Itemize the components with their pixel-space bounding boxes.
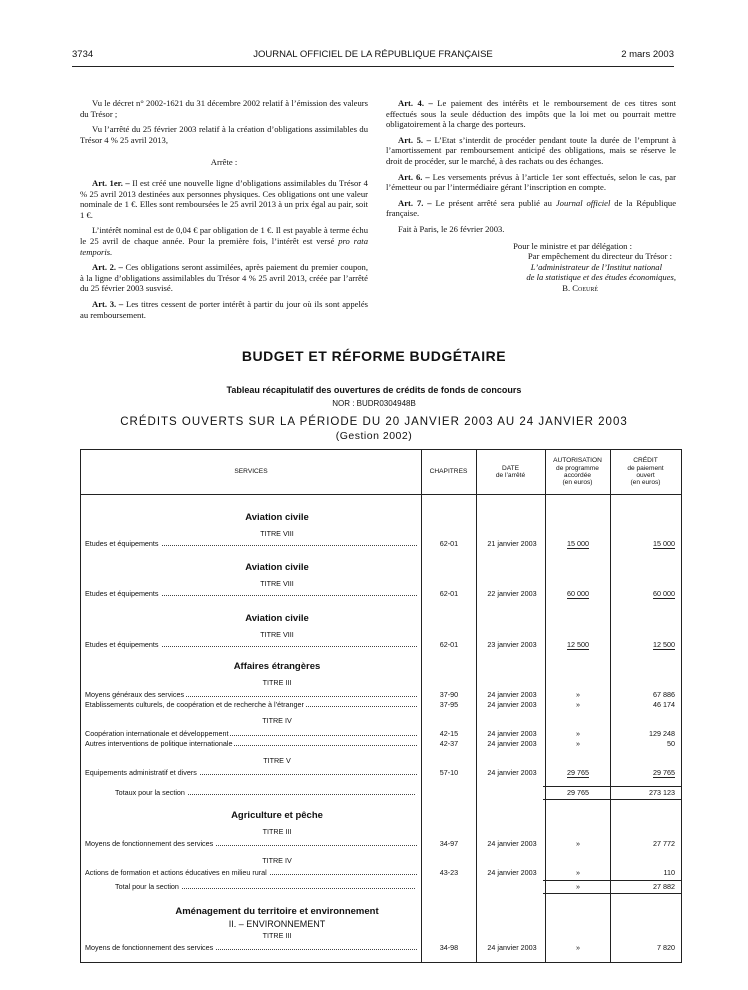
group-heading: Aviation civile — [245, 562, 309, 573]
article-6-text: Les versements prévus à l’article 1er sont effectués, selon le cas, par l’émetteur ou par l’intermédiaire gérant l’inscription en compte. — [386, 171, 676, 193]
table-row — [81, 839, 681, 849]
article-4 — [386, 98, 676, 130]
date-cell: 24 janvier 2003 — [487, 729, 537, 738]
table-row — [81, 943, 681, 953]
credit-cell — [611, 729, 675, 738]
chapitre-cell: 34-97 — [439, 839, 459, 848]
table-row — [81, 739, 681, 749]
service-cell — [85, 768, 417, 777]
titre-heading: TITRE III — [262, 931, 292, 940]
table-row — [81, 700, 681, 710]
titre-heading: TITRE III — [262, 827, 292, 836]
autorisation-value: 12 500 — [567, 640, 589, 649]
header-date: DATE de l’arrêté — [495, 464, 526, 479]
group-heading: Aviation civile — [245, 613, 309, 624]
total-autorisation: » — [576, 882, 580, 891]
issue-date: 2 mars 2003 — [621, 49, 674, 60]
autorisation-cell — [547, 768, 609, 777]
chapitre-cell: 42-37 — [439, 739, 459, 748]
group-heading: Affaires étrangères — [233, 661, 321, 672]
credit-value: 129 248 — [649, 729, 675, 738]
article-4-label: Art. 4. – — [398, 98, 433, 108]
credit-cell — [611, 700, 675, 709]
autorisation-cell: » — [576, 868, 580, 877]
autorisation-cell: » — [576, 690, 580, 699]
titre-heading: TITRE III — [262, 678, 292, 687]
service-label: Actions de formation et actions éducatives en milieu rural — [85, 868, 267, 877]
header-credit: CRÉDIT de paiement ouvert (en euros) — [627, 457, 664, 487]
date-cell: 24 janvier 2003 — [487, 943, 537, 952]
article-1-para-2 — [80, 225, 368, 257]
article-7-label: Art. 7. – — [398, 197, 432, 208]
signature-line-4 — [386, 272, 676, 283]
subgroup-heading: II. – ENVIRONNEMENT — [228, 919, 326, 929]
service-label: Etudes et équipements — [85, 640, 159, 649]
table-row — [81, 690, 681, 700]
table-row — [81, 729, 681, 739]
credit-cell — [611, 739, 675, 748]
group-heading: Agriculture et pêche — [231, 810, 323, 821]
titre-heading: TITRE VIII — [260, 579, 294, 588]
autorisation-value: 60 000 — [567, 589, 589, 598]
chapitre-cell: 62-01 — [439, 589, 459, 598]
article-4-text: Le paiement des intérêts et le remboursement de ces titres sont effectués sous la seule déduction des impôts que la loi met ou pourrait mettre obligatoirement à la charge des porteurs. — [386, 98, 676, 130]
date-cell: 24 janvier 2003 — [487, 768, 537, 777]
header-chapitres: CHAPITRES — [429, 468, 468, 476]
service-label: Equipements administratif et divers — [85, 768, 197, 777]
table-row — [81, 640, 681, 650]
chapitre-cell: 62-01 — [439, 640, 459, 649]
credit-value: 15 000 — [653, 539, 675, 548]
header-rule — [72, 66, 674, 67]
article-6 — [386, 172, 676, 193]
autorisation-value: 15 000 — [567, 539, 589, 548]
chapitre-cell: 62-01 — [439, 539, 459, 548]
autorisation-value: 29 765 — [567, 768, 589, 777]
table-title: Tableau récapitulatif des ouvertures de crédits de fonds de concours — [226, 385, 522, 395]
table-row — [81, 868, 681, 878]
service-label: Etablissements culturels, de coopération et de recherche à l’étranger — [85, 700, 304, 709]
service-cell — [85, 690, 417, 699]
article-3-label: Art. 3. – — [92, 298, 124, 309]
service-label: Moyens de fonctionnement des services — [85, 943, 214, 952]
nor-reference: NOR : BUDR0304948B — [332, 399, 416, 408]
article-6-label: Art. 6. – — [398, 171, 430, 182]
journal-title: JOURNAL OFFICIEL DE LA RÉPUBLIQUE FRANÇAISE — [253, 49, 493, 60]
credit-cell — [611, 868, 675, 877]
credits-title: CRÉDITS OUVERTS SUR LA PÉRIODE DU 20 JANVIER 2003 AU 24 JANVIER 2003 — [120, 416, 628, 428]
table-row — [81, 589, 681, 599]
chapitre-cell: 42-15 — [439, 729, 459, 738]
date-cell: 24 janvier 2003 — [487, 739, 537, 748]
article-1-text: Il est créé une nouvelle ligne d’obligations assimilables du Trésor 4 % 25 avril 2013 destinées aux personnes physiques. Ces obligations ont une valeur nominale de 1 €. Elles sont remboursées le 25 avril 2013 à un prix égal au pair, soit 1 €. — [80, 177, 368, 220]
credit-value: 46 174 — [653, 700, 675, 709]
service-cell — [85, 839, 417, 848]
service-label: Moyens de fonctionnement des services — [85, 839, 214, 848]
service-cell — [85, 739, 417, 748]
total-credit: 27 882 — [653, 882, 675, 891]
service-label: Etudes et équipements — [85, 539, 159, 548]
credit-value: 110 — [663, 868, 675, 877]
total-credit: 273 123 — [649, 788, 675, 797]
article-3 — [80, 299, 368, 320]
signature-line-3-text: L’administrateur de l’Institut national — [530, 261, 662, 272]
header-services: SERVICES — [234, 468, 268, 476]
signature-line-2: Par empêchement du directeur du Trésor : — [527, 251, 672, 262]
arrete-label: Arrête : — [210, 157, 238, 168]
total-label: Totaux pour la section — [115, 788, 185, 797]
article-3-text: Les titres cessent de porter intérêt à partir du jour où ils sont appelés au remboursement. — [80, 298, 368, 320]
service-label: Moyens généraux des services — [85, 690, 185, 699]
article-2 — [80, 262, 368, 294]
total-row — [81, 788, 681, 798]
visa-1: Vu le décret n° 2002-1621 du 31 décembre 2002 relatif à l’émission des valeurs du Trésor ; — [80, 98, 368, 119]
header-divider — [81, 494, 681, 495]
autorisation-cell: » — [576, 729, 580, 738]
left-column — [80, 98, 368, 325]
autorisation-cell: » — [576, 839, 580, 848]
service-label: Coopération internationale et développement — [85, 729, 229, 738]
service-label: Etudes et équipements — [85, 589, 159, 598]
group-heading: Aménagement du territoire et environnement — [175, 906, 379, 917]
article-5-text: L’Etat s’interdit de procéder pendant toute la durée de l’emprunt à l’amortissement par remboursement anticipé des obligations, mais se réserve le droit de procéder, sur le marché, à des rachats ou des échanges. — [386, 134, 676, 166]
date-cell: 22 janvier 2003 — [487, 589, 537, 598]
article-1-label: Art. 1er. – — [92, 177, 130, 188]
article-7-text-end: de la République française. — [386, 197, 677, 219]
visa-2: Vu l’arrêté du 25 février 2003 relatif à la création d’obligations assimilables du Trésor 4 % 25 avril 2013, — [80, 124, 368, 145]
header-autorisation: AUTORISATION de programme accordée (en euros) — [553, 457, 602, 487]
autorisation-cell: » — [576, 943, 580, 952]
date-cell: 24 janvier 2003 — [487, 839, 537, 848]
chapitre-cell: 37-90 — [439, 690, 459, 699]
credit-cell — [611, 690, 675, 699]
service-cell — [85, 729, 417, 738]
chapitre-cell: 43-23 — [439, 868, 459, 877]
service-cell — [85, 589, 417, 598]
gestion-year: (Gestion 2002) — [335, 430, 413, 442]
credit-cell — [611, 589, 675, 598]
titre-heading: TITRE VIII — [260, 529, 294, 538]
chapitre-cell: 57-10 — [439, 768, 459, 777]
article-2-text: Ces obligations seront assimilées, après paiement du premier coupon, à la ligne d’obligations assimilables du Trésor 4 % 25 avril 2013, créée par l’arrêté du 25 février 2003 susvisé. — [80, 262, 368, 294]
running-header — [72, 49, 674, 63]
autorisation-cell: » — [576, 739, 580, 748]
credit-value: 12 500 — [653, 640, 675, 649]
article-7 — [386, 198, 676, 219]
credit-value: 60 000 — [653, 589, 675, 598]
autorisation-cell — [547, 539, 609, 548]
group-heading: Aviation civile — [245, 512, 309, 523]
signature-line-4-text: de la statistique et des études économiques, — [526, 272, 676, 283]
total-row — [81, 882, 681, 892]
credit-cell — [611, 839, 675, 848]
chapitre-cell: 34-98 — [439, 943, 459, 952]
credit-cell — [611, 640, 675, 649]
titre-heading: TITRE VIII — [260, 630, 294, 639]
date-cell: 24 janvier 2003 — [487, 700, 537, 709]
titre-heading: TITRE IV — [262, 856, 292, 865]
credit-value: 29 765 — [653, 768, 675, 777]
article-1 — [80, 178, 368, 220]
titre-heading: TITRE IV — [262, 716, 292, 725]
chapitre-cell: 37-95 — [439, 700, 459, 709]
credit-cell — [611, 768, 675, 777]
signature-line-3 — [386, 262, 676, 273]
section-title: BUDGET ET RÉFORME BUDGÉTAIRE — [241, 348, 507, 364]
article-7-journal: Journal officiel — [555, 197, 611, 208]
fait-a-paris: Fait à Paris, le 26 février 2003. — [398, 223, 505, 234]
titre-heading: TITRE V — [263, 756, 291, 765]
credit-cell — [611, 539, 675, 548]
service-cell — [85, 700, 417, 709]
article-1-para-2-italic: pro rata temporis. — [80, 235, 368, 257]
signature-name: B. Coeuré — [562, 282, 598, 293]
date-cell: 23 janvier 2003 — [487, 640, 537, 649]
article-7-text: Le présent arrêté sera publié au — [435, 197, 552, 208]
article-2-label: Art. 2. – — [92, 262, 123, 273]
credit-value: 67 886 — [653, 690, 675, 699]
credit-value: 27 772 — [653, 839, 675, 848]
total-autorisation: 29 765 — [567, 788, 589, 797]
page-number: 3734 — [72, 49, 94, 60]
date-cell: 24 janvier 2003 — [487, 868, 537, 877]
article-5 — [386, 135, 676, 167]
service-label: Autres interventions de politique internationale — [85, 739, 233, 748]
article-5-label: Art. 5. – — [398, 134, 431, 145]
credit-value: 50 — [667, 739, 675, 748]
autorisation-cell — [547, 640, 609, 649]
service-cell — [85, 943, 417, 952]
credit-cell — [611, 943, 675, 952]
table-row — [81, 768, 681, 778]
credit-value: 7 820 — [657, 943, 675, 952]
right-column — [386, 98, 676, 294]
credits-table — [80, 449, 682, 963]
autorisation-cell: » — [576, 700, 580, 709]
autorisation-cell — [547, 589, 609, 598]
service-cell — [85, 640, 417, 649]
date-cell: 24 janvier 2003 — [487, 690, 537, 699]
article-1-para-2-text: L’intérêt nominal est de 0,04 € par obligation de 1 €. Il est payable à terme échu le 25 avril de chaque année. Pour la première fois, l’intérêt est versé — [80, 225, 368, 246]
total-label-cell — [115, 882, 415, 891]
signature-line-1: Pour le ministre et par délégation : — [513, 240, 632, 251]
table-row — [81, 539, 681, 549]
total-label: Total pour la section — [115, 882, 179, 891]
service-cell — [85, 868, 417, 877]
total-label-cell — [115, 788, 415, 797]
service-cell — [85, 539, 417, 548]
date-cell: 21 janvier 2003 — [487, 539, 537, 548]
